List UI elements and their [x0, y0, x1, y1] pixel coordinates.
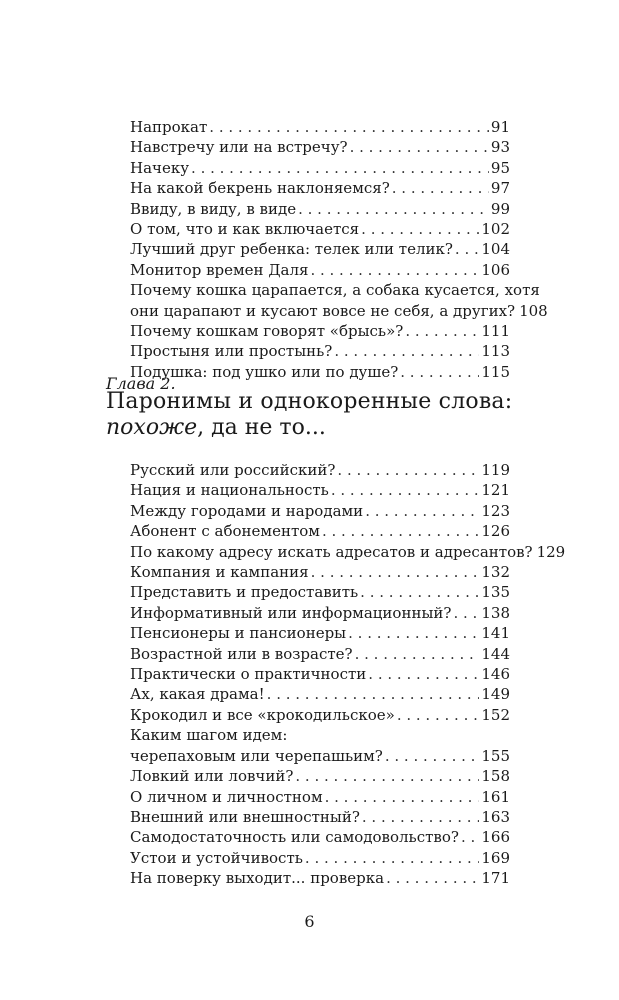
dot-leader	[334, 341, 479, 361]
toc-entry-page: 102	[481, 220, 510, 239]
toc-entry	[130, 460, 510, 480]
dot-leader	[295, 766, 479, 786]
toc-entry-title: О личном и личностном	[130, 787, 323, 806]
toc-entry-page: 146	[481, 665, 510, 684]
toc-entry-title: Ах, какая драма!	[130, 685, 265, 704]
toc-entry	[130, 239, 510, 259]
toc-entry-title: Начеку	[130, 158, 190, 177]
toc-entry	[130, 664, 510, 684]
toc-entry-title: Пенсионеры и пансионеры	[130, 624, 347, 643]
toc-entry-title: Напрокат	[130, 118, 208, 136]
toc-entry-title: Возрастной или в возрасте?	[130, 644, 353, 663]
toc-entry	[130, 542, 566, 562]
toc-entry-page: 155	[481, 746, 510, 765]
toc-entry-title: черепаховым или черепашьим?	[130, 746, 383, 765]
toc-entry-page: 99	[490, 199, 510, 218]
dot-leader	[305, 848, 479, 868]
dot-leader	[311, 562, 480, 582]
toc-entry	[130, 321, 510, 341]
dot-leader	[348, 623, 479, 643]
toc-entry	[130, 480, 510, 500]
dot-leader	[337, 460, 479, 480]
toc-entry	[130, 705, 510, 725]
dot-leader	[455, 239, 479, 259]
dot-leader	[191, 158, 489, 178]
toc-entry	[130, 644, 510, 664]
toc-entry-title: О том, что и как включается	[130, 220, 360, 239]
toc-entry-page: 104	[481, 240, 510, 259]
toc-entry	[130, 807, 510, 827]
toc-entry	[130, 501, 510, 521]
toc-entry-title: Лучший друг ребенка: телек или телик?	[130, 240, 453, 259]
toc-entry-title: Простыня или простынь?	[130, 342, 333, 361]
toc-entry	[130, 623, 510, 643]
toc-entry	[130, 260, 510, 280]
dot-leader	[392, 178, 489, 198]
dot-leader	[365, 501, 479, 521]
toc-entry-page: 135	[481, 583, 510, 602]
toc-entry-title: Монитор времен Даля	[130, 260, 309, 279]
toc-entry	[130, 521, 510, 541]
toc-section-2	[130, 460, 566, 889]
toc-entry-title: На поверку выходит... проверка	[130, 869, 385, 888]
toc-entry	[130, 178, 510, 198]
toc-entry-page: 95	[490, 158, 510, 177]
dot-leader	[360, 582, 479, 602]
chapter-subtitle-italic: похоже	[106, 415, 198, 440]
dot-leader	[461, 827, 479, 847]
dot-leader	[400, 362, 479, 382]
toc-entry-page: 97	[490, 179, 510, 198]
toc-entry	[130, 199, 510, 219]
chapter-title: Паронимы и однокоренные слова:	[106, 389, 513, 414]
page-number: 6	[304, 912, 315, 931]
toc-entry-page: 132	[481, 563, 510, 582]
toc-entry-title: Почему кошкам говорят «брысь»?	[130, 322, 404, 341]
toc-entry-page: 138	[481, 603, 510, 622]
chapter-label: Глава 2.	[106, 374, 176, 393]
toc-entry-page: 121	[481, 481, 510, 500]
toc-entry	[130, 684, 510, 704]
dot-leader	[385, 746, 480, 766]
toc-entry-title: Компания и кампания	[130, 563, 309, 582]
dot-leader	[267, 684, 480, 704]
toc-entry	[130, 787, 510, 807]
toc-entry	[130, 766, 510, 786]
toc-entry-page: 163	[481, 807, 510, 826]
toc-entry-title-line1: Каким шагом идем:	[130, 726, 288, 745]
toc-entry-page: 166	[481, 828, 510, 847]
toc-entry	[130, 827, 510, 847]
toc-entry-title: Устои и устойчивость	[130, 848, 303, 867]
toc-entry-title: они царапают и кусают вовсе не себя, а других?	[130, 301, 516, 320]
toc-entry-page: 171	[481, 869, 510, 888]
toc-entry-title: Ловкий или ловчий?	[130, 767, 294, 786]
toc-entry-page: 113	[481, 342, 510, 361]
chapter-subtitle-rest: , да не то...	[197, 415, 326, 440]
dot-leader	[322, 521, 479, 541]
toc-entry-title: Практически о практичности	[130, 665, 367, 684]
toc-entry-title: Крокодил и все «крокодильское»	[130, 705, 395, 724]
toc-entry	[130, 362, 510, 382]
toc-entry-page: 158	[481, 767, 510, 786]
toc-entry-title: Абонент с абонементом	[130, 522, 320, 541]
dot-leader	[331, 480, 480, 500]
toc-entry-page: 141	[481, 624, 510, 643]
dot-leader	[325, 787, 480, 807]
toc-entry-page: 119	[481, 461, 510, 479]
toc-entry-title: Подушка: под ушко или по душе?	[130, 362, 399, 381]
toc-entry-title: Представить и предоставить	[130, 583, 359, 602]
dot-leader	[362, 807, 479, 827]
toc-entry-page: 111	[481, 322, 510, 341]
toc-entry-title: Нация и национальность	[130, 481, 329, 500]
toc-entry-page: 115	[481, 362, 510, 381]
toc-entry-page: 106	[481, 260, 510, 279]
dot-leader	[310, 260, 479, 280]
toc-entry-title-line1: Почему кошка царапается, а собака кусается, хотя	[130, 281, 540, 300]
toc-entry-page: 161	[481, 787, 510, 806]
toc-entry	[130, 137, 510, 157]
toc-entry	[130, 219, 510, 239]
dot-leader	[350, 137, 489, 157]
toc-entry-page: 108	[519, 301, 548, 320]
toc-entry-title: По какому адресу искать адресатов и адресантов?	[130, 542, 533, 561]
toc-entry-page: 123	[481, 501, 510, 520]
toc-entry	[130, 280, 548, 321]
dot-leader	[405, 321, 479, 341]
toc-entry-page: 149	[481, 685, 510, 704]
toc-entry-title: Ввиду, в виду, в виде	[130, 199, 297, 218]
toc-entry-title: Между городами и народами	[130, 501, 364, 520]
toc-entry	[130, 868, 510, 888]
toc-entry	[130, 725, 510, 766]
chapter-subtitle	[106, 414, 326, 441]
toc-entry	[130, 848, 510, 868]
toc-entry-title: Информативный или информационный?	[130, 603, 452, 622]
toc-entry	[130, 341, 510, 361]
dot-leader	[355, 644, 480, 664]
toc-entry-page: 144	[481, 644, 510, 663]
toc-entry	[130, 603, 510, 623]
toc-entry-title: На какой бекрень наклоняемся?	[130, 179, 390, 198]
toc-entry-page: 126	[481, 522, 510, 541]
dot-leader	[298, 199, 489, 219]
dot-leader	[397, 705, 480, 725]
toc-entry-title: Самодостаточность или самодовольство?	[130, 828, 459, 847]
toc-entry-page: 169	[481, 848, 510, 867]
toc-entry	[130, 582, 510, 602]
toc-entry	[130, 562, 510, 582]
toc-entry-title: Русский или российский?	[130, 461, 336, 479]
toc-entry	[130, 158, 510, 178]
dot-leader	[386, 868, 479, 888]
dot-leader	[361, 219, 479, 239]
toc-entry-page: 93	[490, 138, 510, 157]
dot-leader	[453, 603, 479, 623]
toc-entry-page: 152	[481, 705, 510, 724]
toc-section-1	[130, 117, 548, 382]
dot-leader	[368, 664, 479, 684]
toc-entry	[130, 117, 510, 137]
toc-entry-title: Внешний или внешностный?	[130, 807, 360, 826]
dot-leader	[209, 117, 489, 137]
toc-entry-page: 129	[536, 542, 566, 561]
toc-entry-page: 91	[490, 118, 510, 136]
toc-entry-title: Навстречу или на встречу?	[130, 138, 348, 157]
